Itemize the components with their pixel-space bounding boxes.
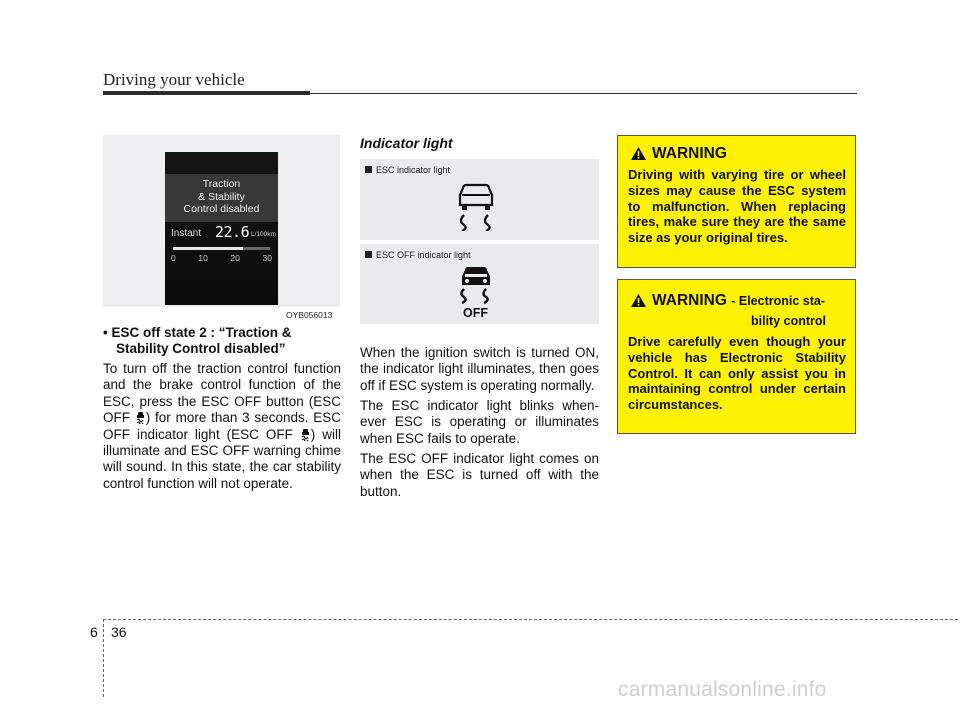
esc-off-indicator-panel: ESC OFF indicator light OFF — [360, 244, 599, 324]
warning-triangle-icon — [630, 293, 647, 308]
section-title: Driving your vehicle — [103, 70, 245, 89]
page-number: 36 — [111, 624, 127, 640]
indicator-light-heading: Indicator light — [360, 135, 453, 151]
watermark: carmanualsonline.info — [618, 678, 827, 701]
warning-triangle-icon — [630, 146, 647, 161]
cluster-instant-label: Instant — [171, 228, 202, 239]
esc-off-state-bullet: • ESC off state 2 : “Traction & Stability Control disabled” — [103, 325, 292, 356]
figure-code: OYB056013 — [286, 310, 333, 320]
warning-subheading: bility control — [751, 314, 826, 328]
off-label: OFF — [463, 306, 488, 320]
cluster-unit: L/100km — [251, 231, 276, 238]
cluster-message: Traction & Stability Control disabled — [165, 174, 278, 222]
header-rule — [310, 93, 857, 94]
warning-box-tire-size — [617, 135, 856, 268]
warning-text: Drive carefully even though your vehicle has Electronic Stability Control. It can only assist you in maintaining control under certain circumstances. — [628, 334, 846, 413]
footer-divider — [103, 619, 104, 697]
warning-heading: WARNING - Electronic sta- — [652, 292, 826, 309]
footer-rule — [103, 619, 958, 620]
cluster-gauge-ticks: 0 10 20 30 — [171, 253, 272, 263]
esc-indicator-icon — [452, 179, 500, 231]
chapter-number: 6 — [90, 624, 98, 640]
header-bar — [103, 91, 310, 95]
indicator-paragraph-3: The ESC OFF indicator light comes on when the ESC is turned off with the button. — [360, 451, 599, 499]
cluster-instant-value: 22.6 — [215, 223, 250, 241]
indicator-paragraph-1: When the ignition switch is turned ON, the indicator light illuminates, then goes off if ESC system is operating normally. — [360, 345, 599, 393]
warning-heading: WARNING — [652, 145, 727, 162]
esc-indicator-panel: ESC indicator light — [360, 159, 599, 240]
esc-off-paragraph: To turn off the traction control function and the brake control function of the ESC, press the ESC OFF button (ESC OFF ) for more than 3 seconds. ESC OFF indicator light (ESC OFF ) will illuminate and ESC OFF warning chime will sound. In this state, the car stability control function will not operate. — [103, 361, 342, 491]
warning-text: Driving with varying tire or wheel sizes may cause the ESC system to malfunction. When replacing tires, make sure they are the same size as your original tires. — [628, 167, 846, 246]
instrument-cluster-display — [165, 152, 278, 305]
warning-box-esc — [617, 279, 856, 434]
cluster-gauge-fill — [173, 247, 243, 250]
esc-off-indicator-icon — [456, 264, 496, 306]
indicator-paragraph-2: The ESC indicator light blinks when-ever ESC is operating or illuminates when ESC fails to operate. — [360, 398, 599, 446]
esc-off-indicator-inline-icon — [300, 428, 311, 441]
esc-off-icon — [135, 411, 146, 424]
